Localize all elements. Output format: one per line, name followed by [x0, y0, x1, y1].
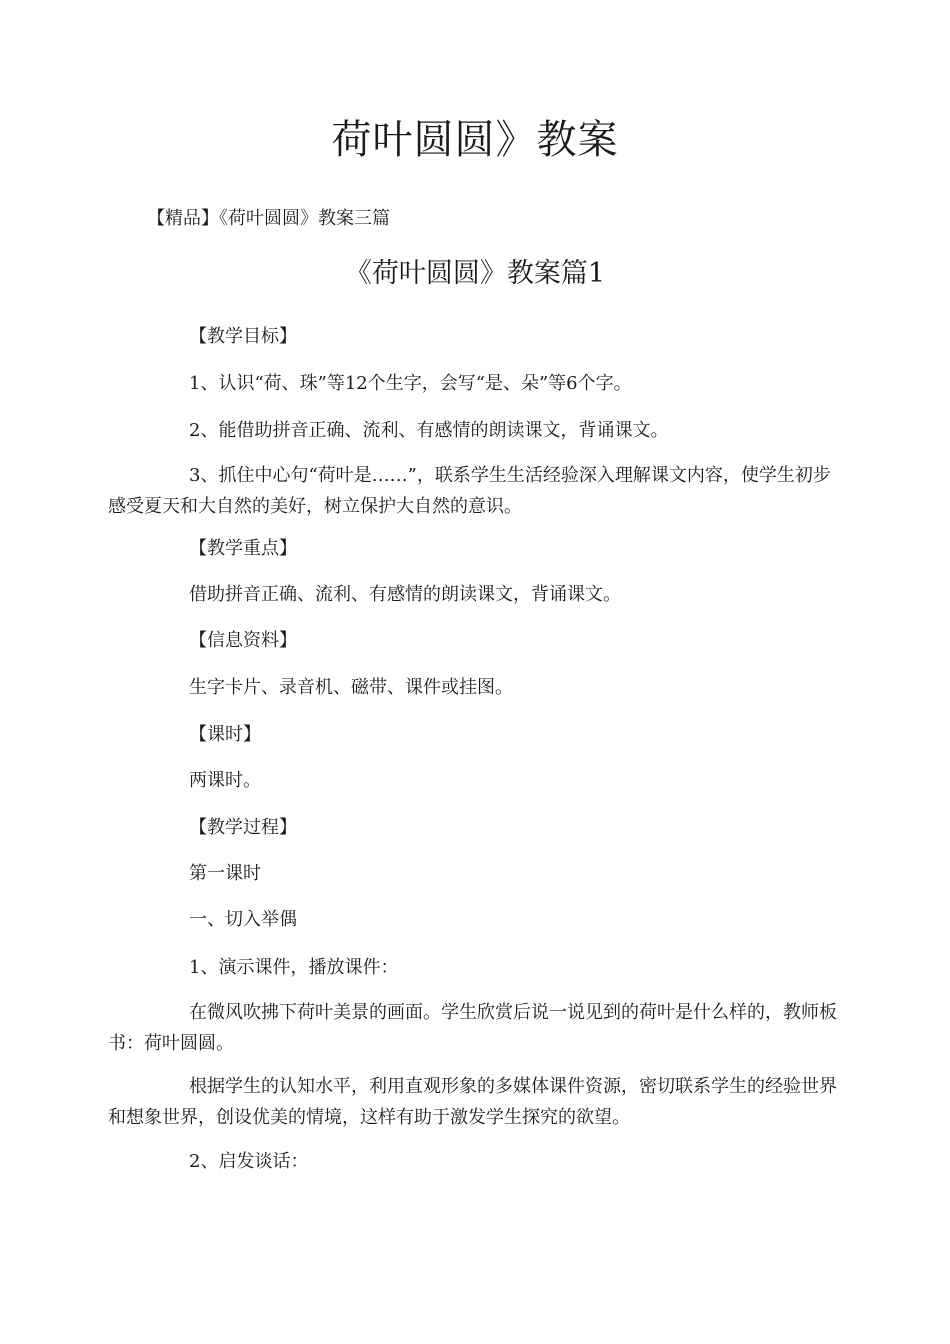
step-1-item-1: 1、演示课件，播放课件： — [189, 957, 399, 978]
heading-materials: 【信息资料】 — [189, 630, 297, 651]
first-lesson-label: 第一课时 — [189, 863, 261, 884]
section-title: 《荷叶圆圆》教案篇1 — [344, 258, 606, 289]
goal-item-2: 2、能借助拼音正确、流利、有感情的朗读课文，背诵课文。 — [189, 420, 669, 441]
document-title: 荷叶圆圆》教案 — [331, 117, 619, 163]
step-1-item-2: 2、启发谈话： — [189, 1151, 309, 1172]
materials-text: 生字卡片、录音机、磁带、课件或挂图。 — [189, 677, 513, 698]
step-1-item-1-desc: 在微风吹拂下荷叶美景的画面。学生欣赏后说一说见到的荷叶是什么样的，教师板书：荷叶圆圆。 — [108, 1002, 837, 1054]
heading-teaching-process: 【教学过程】 — [189, 817, 297, 838]
document-subtitle: 【精品】《荷叶圆圆》教案三篇 — [147, 208, 390, 229]
goal-item-1: 1、认识“荷、珠”等12个生字，会写“是、朵”等6个字。 — [189, 373, 632, 394]
class-hours-text: 两课时。 — [189, 770, 261, 791]
teaching-focus-text: 借助拼音正确、流利、有感情的朗读课文，背诵课文。 — [189, 584, 621, 605]
heading-teaching-goals: 【教学目标】 — [189, 326, 297, 347]
heading-teaching-focus: 【教学重点】 — [189, 538, 297, 559]
heading-class-hours: 【课时】 — [189, 724, 261, 745]
step-1-item-1-note: 根据学生的认知水平，利用直观形象的多媒体课件资源，密切联系学生的经验世界和想象世界，创设优美的情境，这样有助于激发学生探究的欲望。 — [108, 1076, 837, 1128]
goal-item-3: 3、抓住中心句“荷叶是……”，联系学生生活经验深入理解课文内容，使学生初步感受夏天和大自然的美好，树立保护大自然的意识。 — [108, 465, 831, 517]
step-1-heading: 一、切入举偶 — [189, 909, 297, 930]
